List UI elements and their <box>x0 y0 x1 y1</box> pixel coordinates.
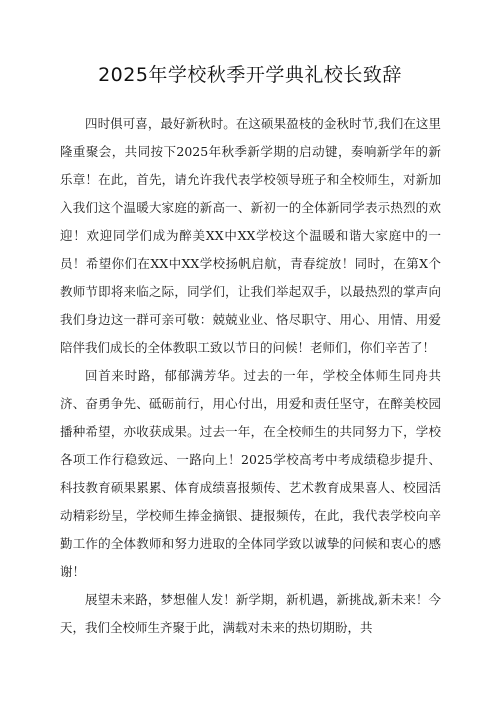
paragraph-1: 四时俱可喜，最好新秋时。在这硕果盈枝的金秋时节,我们在这里隆重聚会，共同按下2025年秋季新学期的启动键，奏响新学年的新乐章！在此，首先，请允许我代表学校领导班子和全校师生，对新加入我们这个温暖大家庭的新高一、新初一的全体新同学表示热烈的欢迎！欢迎同学们成为醉美XX中XX学校这个温暖和谐大家庭中的一员！希望你们在XX中XX学校扬帆启航，青春绽放！同时，在第X个教师节即将来临之际，同学们，让我们举起双手，以最热烈的掌声向我们身边这一群可亲可敬：兢兢业业、恪尽职守、用心、用情、用爱陪伴我们成长的全体教职工致以节日的问候！老师们，你们辛苦了！ <box>60 116 441 355</box>
paragraph-2: 回首来时路，郁郁满芳华。过去的一年，学校全体师生同舟共济、奋勇争先、砥砺前行，用心付出，用爱和责任坚守，在醉美校园播种希望，亦收获成果。过去一年，在全校师生的共同努力下，学校各项工作行稳致远、一路向上！2025学校高考中考成绩稳步提升、科技教育硕果累累、体育成绩喜报频传、艺术教育成果喜人、校园活动精彩纷呈，学校师生捧金摘银、捷报频传，在此，我代表学校向辛勤工作的全体教师和努力进取的全体同学致以诚挚的问候和衷心的感谢！ <box>60 368 441 579</box>
document-title: 2025年学校秋季开学典礼校长致辞 <box>98 64 402 86</box>
paragraph-3: 展望未来路，梦想催人发！新学期，新机遇，新挑战,新未来！今天，我们全校师生齐聚于此，满载对未来的热切期盼，共 <box>60 592 441 635</box>
document-body <box>60 110 441 642</box>
